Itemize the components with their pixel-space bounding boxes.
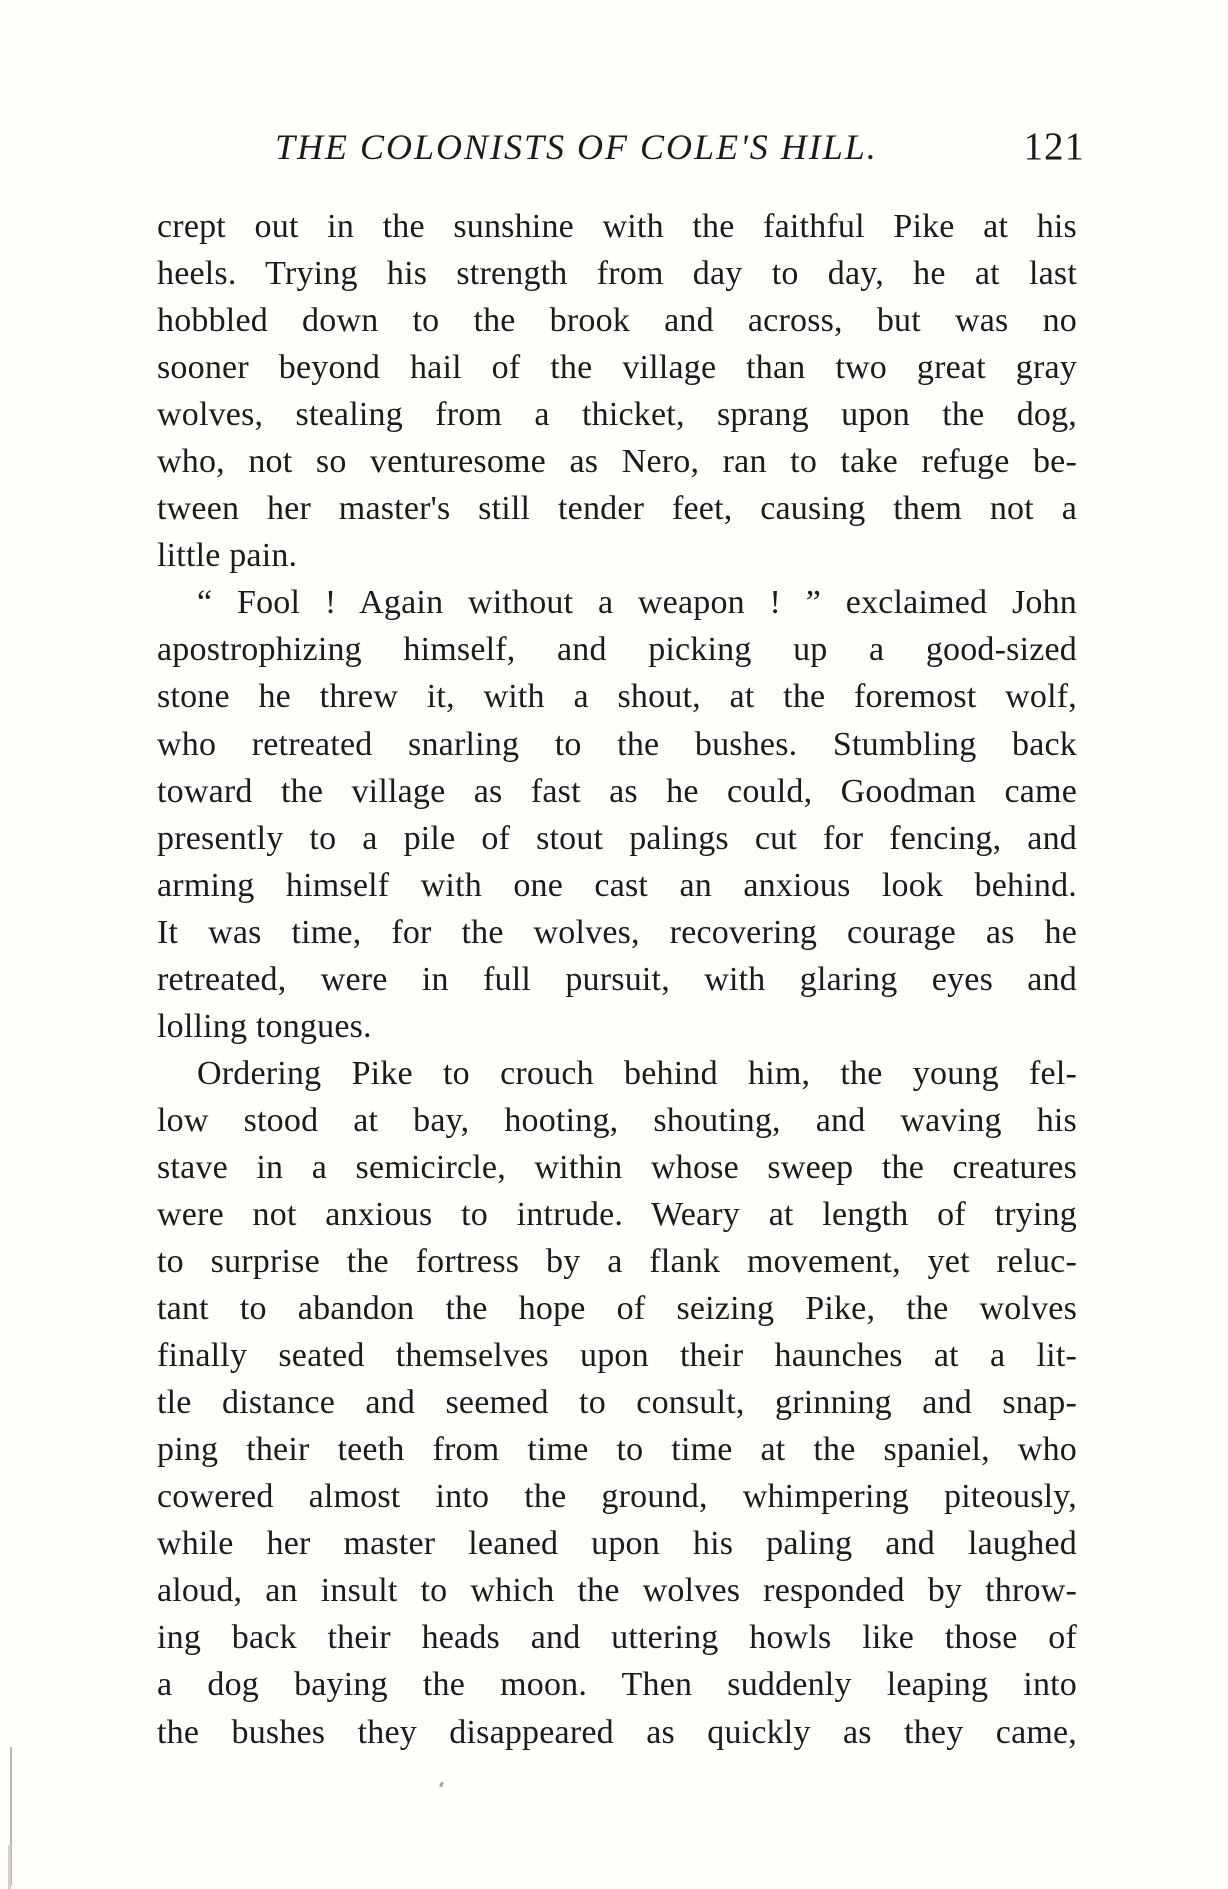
text-line: who, not so venturesome as Nero, ran to take refuge be- [157,443,1077,481]
paragraph-start-line: Ordering Pike to crouch behind him, the young fel- [197,1054,1077,1092]
paragraph-start-line: “ Fool ! Again without a weapon ! ” exclaimed John [197,584,1077,622]
text-line: tween her master's still tender feet, causing them not a [157,490,1077,528]
text-line: heels. Trying his strength from day to day, he at last [157,255,1077,293]
page-header [275,126,1085,176]
text-line: stone he threw it, with a shout, at the foremost wolf, [157,678,1077,716]
text-line: arming himself with one cast an anxious look behind. [157,866,1077,904]
text-line: retreated, were in full pursuit, with glaring eyes and [157,960,1077,998]
text-line: while her master leaned upon his paling and laughed [157,1525,1077,1563]
text-line: ping their teeth from time to time at the spaniel, who [157,1431,1077,1469]
text-line: were not anxious to intrude. Weary at length of trying [157,1195,1077,1233]
text-line: hobbled down to the brook and across, but was no [157,302,1077,340]
binding-edge-mark [8,1845,11,1889]
text-line: tle distance and seemed to consult, grinning and snap- [157,1384,1077,1422]
text-line: finally seated themselves upon their haunches at a lit- [157,1337,1077,1375]
text-line: ing back their heads and uttering howls like those of [157,1619,1077,1657]
text-line: lolling tongues. [157,1007,372,1045]
text-line: the bushes they disappeared as quickly as they came, [157,1713,1077,1751]
text-line: to surprise the fortress by a flank movement, yet reluc- [157,1243,1077,1281]
text-line: little pain. [157,537,298,575]
text-line: sooner beyond hail of the village than two great gray [157,349,1077,387]
text-line: presently to a pile of stout palings cut for fencing, and [157,819,1077,857]
page-number: 121 [1023,125,1085,168]
text-line: toward the village as fast as he could, Goodman came [157,772,1077,810]
text-line: apostrophizing himself, and picking up a good-sized [157,631,1077,669]
text-line: who retreated snarling to the bushes. Stumbling back [157,725,1077,763]
text-line: stave in a semicircle, within whose sweep the creatures [157,1148,1077,1186]
scan-speck [439,1782,444,1788]
text-line: a dog baying the moon. Then suddenly leaping into [157,1666,1077,1704]
text-line: crept out in the sunshine with the faithful Pike at his [157,208,1077,245]
text-line: It was time, for the wolves, recovering courage as he [157,913,1077,951]
text-line: wolves, stealing from a thicket, sprang upon the dog, [157,396,1077,434]
running-title: THE COLONISTS OF COLE'S HILL. [275,127,878,167]
text-line: aloud, an insult to which the wolves responded by throw- [157,1572,1077,1610]
text-line: tant to abandon the hope of seizing Pike, the wolves [157,1290,1077,1328]
text-line: cowered almost into the ground, whimpering piteously, [157,1478,1077,1516]
body-text [157,203,1077,1756]
text-line: low stood at bay, hooting, shouting, and waving his [157,1101,1077,1139]
